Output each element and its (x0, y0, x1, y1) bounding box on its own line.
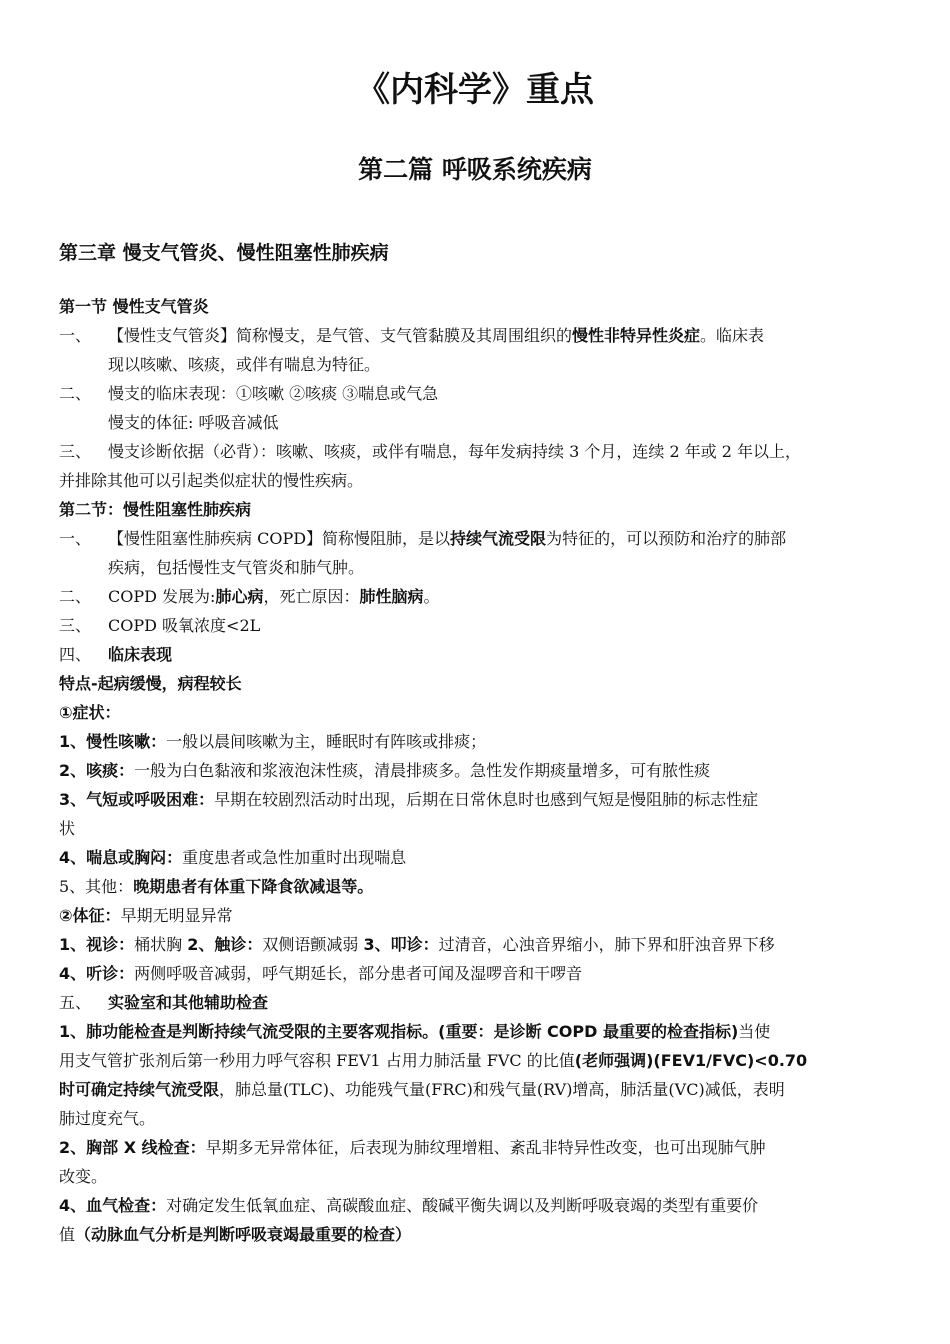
paragraph (59, 582, 893, 611)
text: 两侧呼吸音减弱，呼气期延长，部分患者可闻及湿啰音和干啰音 (134, 964, 583, 983)
list-item-continuation (59, 1046, 893, 1075)
bold-text: 时可确定持续气流受限 (59, 1080, 220, 1099)
list-item (59, 843, 893, 872)
list-item (59, 727, 893, 756)
item-number: 三、 (59, 442, 92, 461)
list-item (59, 756, 893, 785)
paragraph (59, 379, 893, 408)
paragraph-continuation: 并排除其他可以引起类似症状的慢性疾病。 (59, 471, 364, 490)
bold-text: 4、听诊： (59, 964, 135, 983)
text: 早期在较剧烈活动时出现，后期在日常休息时也感到气短是慢阻肺的标志性症 (214, 790, 759, 809)
bold-text: 慢性非特异性炎症 (572, 326, 701, 345)
bold-text: (老师强调)(FEV1/FVC)<0.70 (574, 1051, 808, 1070)
paragraph (59, 988, 893, 1017)
text: 。临床表 (700, 326, 765, 345)
part-title: 第二篇 呼吸系统疾病 (358, 155, 592, 184)
list-item (59, 1191, 893, 1220)
bold-text: 2、胸部 X 线检查： (59, 1138, 206, 1157)
chapter-title: 第三章 慢支气管炎、慢性阻塞性肺疾病 (59, 242, 389, 264)
bold-text: 1、视诊： (59, 935, 135, 954)
text: 值 (59, 1225, 76, 1244)
item-number: 二、 (59, 384, 92, 403)
text: 用支气管扩张剂后第一秒用力呼气容积 FEV1 占用力肺活量 FVC 的比值 (59, 1051, 575, 1070)
list-item (59, 785, 893, 814)
bold-text: 2、触诊： (187, 935, 263, 954)
text: 一般为白色黏液和浆液泡沫性痰，清晨排痰多。急性发作期痰量增多，可有脓性痰 (134, 761, 711, 780)
text: 【慢性支气管炎】简称慢支，是气管、支气管黏膜及其周围组织的 (108, 326, 573, 345)
text: 为特征的，可以预防和治疗的肺部 (546, 529, 787, 548)
text: 一般以晨间咳嗽为主，睡眠时有阵咳或排痰； (166, 732, 487, 751)
text: COPD 发展为: (108, 587, 216, 606)
bold-text: 临床表现 (108, 645, 173, 664)
bold-text: 1、肺功能检查是判断持续气流受限的主要客观指标。(重要：是诊断 COPD 最重要的检查指标) (59, 1022, 739, 1041)
document-title: 《内科学》重点 (356, 70, 594, 110)
subheading: ①症状： (59, 703, 121, 722)
paragraph-continuation: 疾病，包括慢性支气管炎和肺气肿。 (108, 558, 365, 577)
paragraph (59, 524, 893, 553)
text: COPD 吸氧浓度<2L (108, 616, 261, 635)
bold-text: 肺性脑病 (359, 587, 424, 606)
text: ，肺总量(TLC)、功能残气量(FRC)和残气量(RV)增高，肺活量(VC)减低，表明 (219, 1080, 785, 1099)
list-item (59, 930, 893, 959)
section-heading: 第一节 慢性支气管炎 (59, 297, 209, 316)
section-heading: 第二节：慢性阻塞性肺疾病 (59, 500, 252, 519)
item-number: 二、 (59, 587, 92, 606)
text: 。 (423, 587, 440, 606)
item-number: 一、 (59, 529, 92, 548)
list-item (59, 901, 893, 930)
bold-text: 1、慢性咳嗽： (59, 732, 167, 751)
bold-text: （动脉血气分析是判断呼吸衰竭最重要的检查） (75, 1225, 412, 1244)
bold-text: 3、气短或呼吸困难： (59, 790, 215, 809)
item-number: 一、 (59, 326, 92, 345)
text: 早期多无异常体征，后表现为肺纹理增粗、紊乱非特异性改变，也可出现肺气肿 (205, 1138, 766, 1157)
document-body (59, 292, 893, 1249)
paragraph (59, 321, 893, 350)
list-item-continuation: 状 (59, 819, 76, 838)
bold-text: 持续气流受限 (450, 529, 547, 548)
list-item (59, 959, 893, 988)
text: 早期无明显异常 (120, 906, 233, 925)
item-number: 三、 (59, 616, 92, 635)
list-item (59, 872, 893, 901)
bold-text: 4、血气检查： (59, 1196, 167, 1215)
bold-text: 肺心病 (215, 587, 264, 606)
list-item (59, 1017, 893, 1046)
text: 慢支的临床表现：①咳嗽 ②咳痰 ③喘息或气急 (108, 384, 439, 403)
list-item-continuation: 肺过度充气。 (59, 1109, 156, 1128)
bold-text: 实验室和其他辅助检查 (108, 993, 269, 1012)
bold-text: 2、咳痰： (59, 761, 135, 780)
text: 桶状胸 (134, 935, 188, 954)
text: ，死亡原因： (263, 587, 360, 606)
paragraph (59, 437, 893, 466)
bold-text: ②体征： (59, 906, 121, 925)
paragraph-continuation: 慢支的体征: 呼吸音减低 (108, 413, 279, 432)
item-number: 五、 (59, 993, 92, 1012)
list-item-continuation (59, 1220, 893, 1249)
subheading: 特点-起病缓慢，病程较长 (59, 674, 242, 693)
text: 当使 (738, 1022, 771, 1041)
text: 慢支诊断依据（必背）：咳嗽、咳痰，或伴有喘息，每年发病持续 3 个月，连续 2 年或 2 年以上， (108, 442, 802, 461)
paragraph (59, 611, 893, 640)
text: 对确定发生低氧血症、高碳酸血症、酸碱平衡失调以及判断呼吸衰竭的类型有重要价 (166, 1196, 759, 1215)
bold-text: 3、叩诊： (363, 935, 439, 954)
text: 5、其他： (59, 877, 134, 896)
list-item (59, 1133, 893, 1162)
item-number: 四、 (59, 645, 92, 664)
list-item-continuation (59, 1075, 893, 1104)
bold-text: 4、喘息或胸闷： (59, 848, 183, 867)
text: 过清音，心浊音界缩小，肺下界和肝浊音界下移 (438, 935, 775, 954)
text: 【慢性阻塞性肺疾病 COPD】简称慢阻肺，是以 (108, 529, 451, 548)
bold-text: 晚期患者有体重下降食欲减退等。 (133, 877, 374, 896)
text: 重度患者或急性加重时出现喘息 (182, 848, 407, 867)
paragraph-continuation: 现以咳嗽、咳痰，或伴有喘息为特征。 (108, 355, 381, 374)
paragraph (59, 640, 893, 669)
list-item-continuation: 改变。 (59, 1167, 108, 1186)
text: 双侧语颤减弱 (262, 935, 364, 954)
